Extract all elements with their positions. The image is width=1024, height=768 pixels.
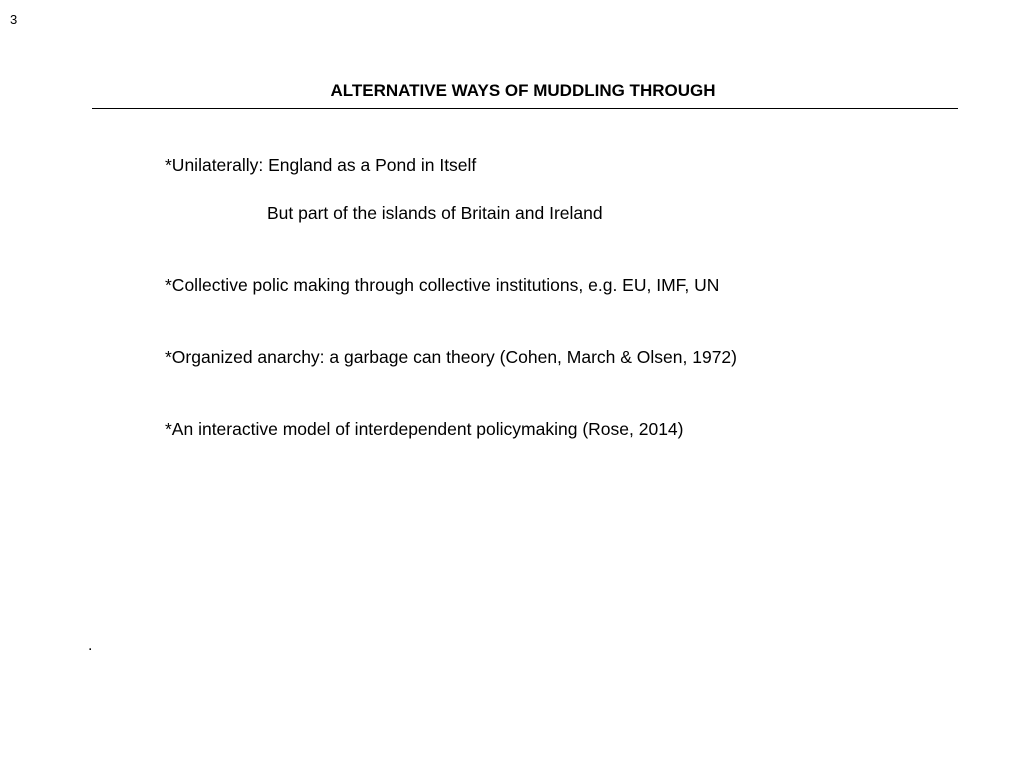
sub-point-britain-ireland: But part of the islands of Britain and Ireland xyxy=(267,203,603,223)
bullet-organized-anarchy: *Organized anarchy: a garbage can theory (Cohen, March & Olsen, 1972) xyxy=(165,347,737,367)
slide-title: ALTERNATIVE WAYS OF MUDDLING THROUGH xyxy=(330,81,716,100)
bullet-collective-policy: *Collective polic making through collective institutions, e.g. EU, IMF, UN xyxy=(165,275,720,295)
bullet-interactive-model: *An interactive model of interdependent policymaking (Rose, 2014) xyxy=(165,419,684,439)
footer-mark: . xyxy=(88,637,93,654)
title-underline-divider xyxy=(92,108,958,109)
bullet-unilaterally: *Unilaterally: England as a Pond in Itself xyxy=(165,155,477,175)
slide-number: 3 xyxy=(10,12,18,27)
